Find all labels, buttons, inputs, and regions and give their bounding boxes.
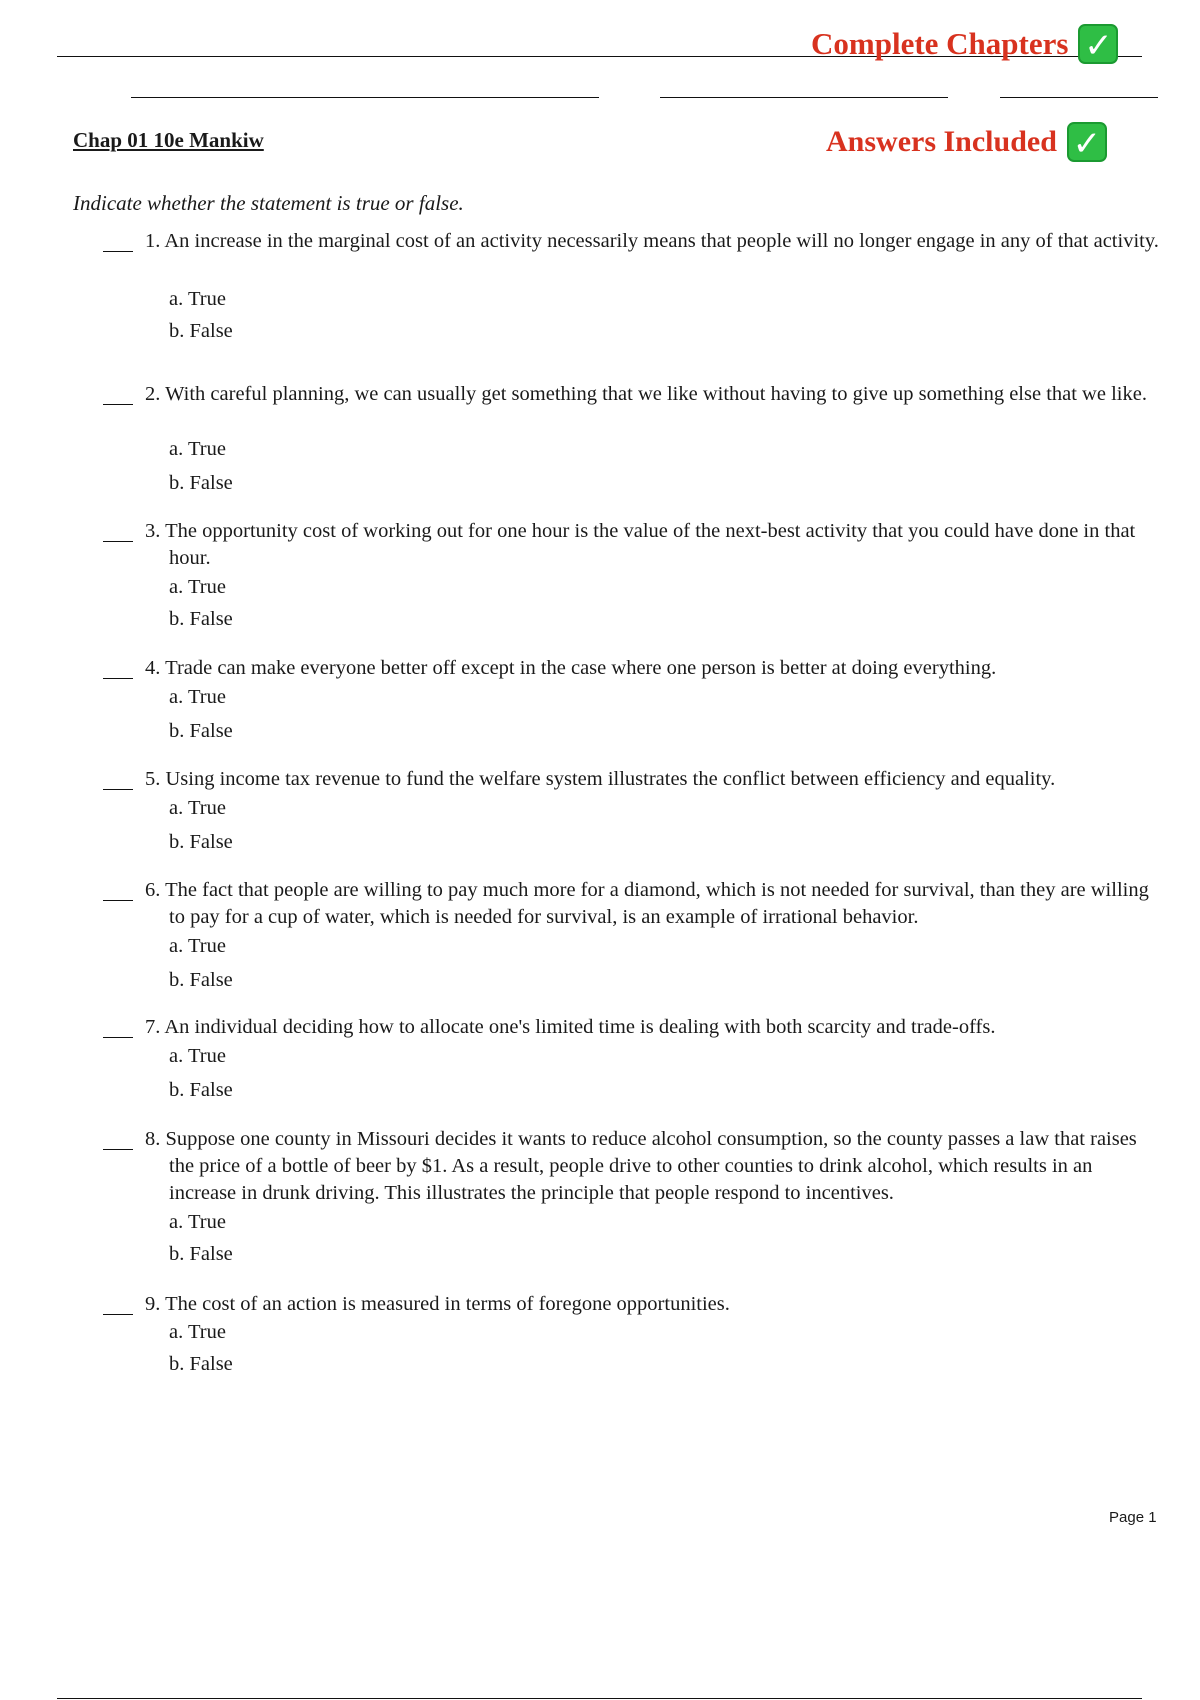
option-false: b. False: [169, 1243, 233, 1265]
question-text: 5. Using income tax revenue to fund the welfare system illustrates the conflict between efficiency and equality.: [145, 768, 1056, 790]
option-true: a. True: [169, 1045, 226, 1067]
page-number: Page 1: [1109, 1509, 1157, 1526]
complete-chapters-banner: [811, 24, 1118, 64]
option-true: a. True: [169, 576, 226, 598]
option-false: b. False: [169, 1079, 233, 1101]
question-text: 6. The fact that people are willing to pay much more for a diamond, which is not needed for survival, than they are willing to pay for a cup of water, which is needed for survival, is an example of irrational behavior.: [145, 879, 1149, 928]
option-false: b. False: [169, 472, 233, 494]
option-false: b. False: [169, 320, 233, 342]
answer-blank[interactable]: [103, 541, 133, 542]
option-false: b. False: [169, 608, 233, 630]
option-true: a. True: [169, 1211, 226, 1233]
answer-blank[interactable]: [103, 789, 133, 790]
question-number: 9.: [145, 1293, 161, 1315]
question-text: 8. Suppose one county in Missouri decides it wants to reduce alcohol consumption, so the county passes a law that raises the price of a bottle of beer by $1. As a result, people drive to other counties to drink alcohol, which results in an increase in drunk driving. This illustrates the principle that people respond to incentives.: [145, 1128, 1137, 1204]
option-false: b. False: [169, 969, 233, 991]
question-number: 8.: [145, 1128, 161, 1150]
answer-blank[interactable]: [103, 404, 133, 405]
checkmark-icon: ✓: [1078, 24, 1118, 64]
option-true: a. True: [169, 686, 226, 708]
option-false: b. False: [169, 720, 233, 742]
answer-blank[interactable]: [103, 1037, 133, 1038]
question-text: 2. With careful planning, we can usually get something that we like without having to give up something else that we like.: [145, 383, 1147, 405]
answer-blank[interactable]: [103, 1314, 133, 1315]
question-number: 6.: [145, 879, 161, 901]
question-text: 7. An individual deciding how to allocate one's limited time is dealing with both scarcity and trade-offs.: [145, 1016, 996, 1038]
complete-chapters-text: Complete Chapters: [811, 26, 1069, 61]
option-true: a. True: [169, 438, 226, 460]
footer-rule: [57, 1698, 1142, 1699]
option-true: a. True: [169, 1321, 226, 1343]
option-false: b. False: [169, 831, 233, 853]
question-number: 1.: [145, 230, 161, 252]
question-text: 4. Trade can make everyone better off except in the case where one person is better at doing everything.: [145, 657, 997, 679]
document-title: Chap 01 10e Mankiw: [73, 128, 264, 152]
answers-included-banner: [826, 122, 1107, 162]
question-number: 7.: [145, 1016, 161, 1038]
question-number: 5.: [145, 768, 161, 790]
question-text: 9. The cost of an action is measured in terms of foregone opportunities.: [145, 1293, 730, 1315]
header-blank-line-name: [131, 97, 599, 98]
question-number: 4.: [145, 657, 161, 679]
answers-included-text: Answers Included: [826, 125, 1057, 158]
answer-blank[interactable]: [103, 900, 133, 901]
answer-blank[interactable]: [103, 678, 133, 679]
question-text: 3. The opportunity cost of working out for one hour is the value of the next-best activity that you could have done in that hour.: [145, 520, 1136, 569]
option-true: a. True: [169, 797, 226, 819]
option-true: a. True: [169, 935, 226, 957]
option-false: b. False: [169, 1353, 233, 1375]
header-blank-line-date: [1000, 97, 1158, 98]
option-true: a. True: [169, 288, 226, 310]
instructions: Indicate whether the statement is true or false.: [73, 191, 464, 215]
question-number: 2.: [145, 383, 161, 405]
answer-blank[interactable]: [103, 1149, 133, 1150]
question-number: 3.: [145, 520, 161, 542]
checkmark-icon: ✓: [1067, 122, 1107, 162]
header-blank-line-class: [660, 97, 948, 98]
answer-blank[interactable]: [103, 251, 133, 252]
question-text: 1. An increase in the marginal cost of an activity necessarily means that people will no longer engage in any of that activity.: [145, 230, 1159, 252]
